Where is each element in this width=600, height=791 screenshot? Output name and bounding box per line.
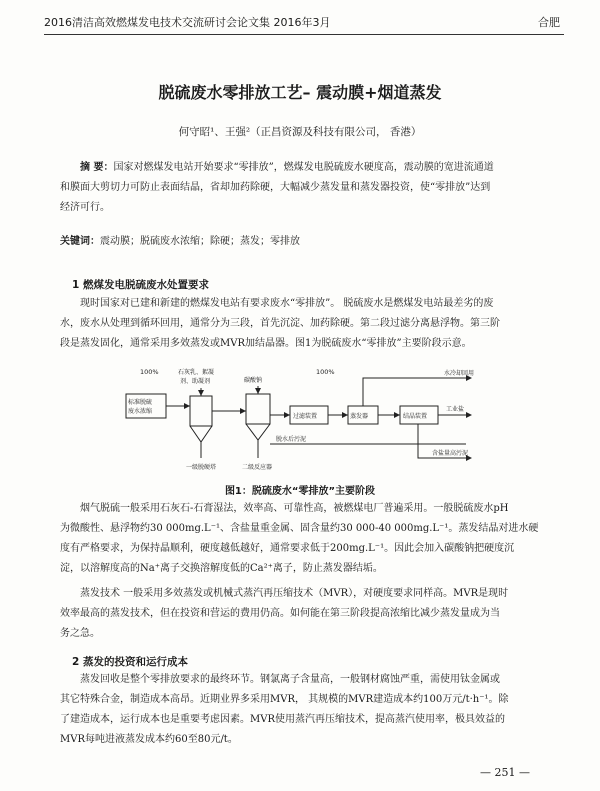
para-line: MVR每吨进液蒸发成本约60至80元/t。 bbox=[60, 734, 238, 745]
abstract-text: 国家对燃煤发电站开始要求“零排放”，燃煤发电脱硫废水硬度高，震动膜的宽进流通道 bbox=[113, 162, 494, 173]
para-line: 现时国家对已建和新建的燃煤发电站有要求废水“零排放”。 脱硫废水是燃煤发电站最差劣的废 bbox=[80, 298, 494, 309]
fig-label-reagent-2: 剂、助凝剂 bbox=[180, 378, 211, 385]
header-rule bbox=[44, 34, 564, 35]
fig-label-filter: 过滤装置 bbox=[293, 413, 318, 420]
fig-label-stage-2: 二级反应器 bbox=[242, 464, 273, 471]
paragraph-3 bbox=[60, 584, 560, 644]
reactor-2 bbox=[246, 394, 270, 424]
para-line: 蒸发技术 一般采用多效蒸发或机械式蒸汽再压缩技术（MVR），对硬度要求同样高。MVR是现时 bbox=[80, 588, 509, 599]
arrowhead bbox=[394, 412, 400, 418]
arrowhead bbox=[342, 412, 348, 418]
fig-label-out-sludge: 含盐量高污泥 bbox=[432, 450, 469, 457]
fig-label-pct-2: 100% bbox=[316, 368, 335, 376]
fig-label-out-water: 水冷却回用 bbox=[444, 370, 475, 377]
para-line: 淀，以溶解度高的Na⁺离子交换溶解度低的Ca²⁺离子，防止蒸发器结垢。 bbox=[60, 563, 383, 574]
running-title: 2016清洁高效燃煤发电技术交流研讨会论文集 2016年3月 bbox=[44, 16, 331, 29]
authors: 何守昭¹、王强²（正昌资源及科技有限公司， 香港） bbox=[178, 126, 422, 138]
paragraph-2 bbox=[60, 499, 560, 579]
para-line: 其它特殊合金，制造成本高昂。近期业界多采用MVR， 其规模的MVR建造成本约100万元/t·h⁻¹。除 bbox=[60, 694, 509, 705]
fig-label-source-2: 废水浓缩 bbox=[128, 408, 153, 415]
fig-label-stage-1: 一级脱硬塔 bbox=[186, 464, 217, 471]
arrowhead bbox=[240, 408, 246, 414]
abstract-label: 摘 要： bbox=[80, 162, 114, 173]
keywords bbox=[60, 232, 540, 252]
para-line: 水，废水从处理到循环回用，通常分为三段，首先沉淀、加药除硬。第二段过滤分离悬浮物。第三阶 bbox=[60, 318, 500, 329]
abstract-line: 经济可行。 bbox=[60, 202, 110, 213]
arrowhead bbox=[184, 403, 190, 409]
figure-caption: 图1：脱硫废水“零排放”主要阶段 bbox=[224, 486, 376, 497]
section2-paragraph bbox=[60, 670, 560, 750]
para-line: 务之急。 bbox=[60, 628, 100, 639]
para-line: 段是蒸发固化，通常采用多效蒸发或MVR加结晶器。图1为脱硫废水“零排放”主要阶段示意。 bbox=[60, 338, 472, 349]
para-line: 蒸发回收是整个零排放要求的最终环节。钢氯离子含量高，一般钢材腐蚀严重，需使用钛金属或 bbox=[80, 674, 500, 685]
section-heading: 2 蒸发的投资和运行成本 bbox=[72, 656, 188, 668]
keywords-text: 震动膜；脱硫废水浓缩；除硬；蒸发；零排放 bbox=[100, 236, 300, 247]
abstract-line: 和膜面大剪切力可防止表面结晶，省却加药除硬，大幅减少蒸发量和蒸发器投资，使“零排放”达到 bbox=[60, 182, 491, 193]
fig-label-reagent-1: 石灰乳、絮凝 bbox=[178, 369, 215, 376]
fig-label-soda: 碳酸钠 bbox=[244, 377, 263, 384]
para-line: 度有严格要求，为保持晶顺利，硬度越低越好，通常要求低于200mg.L⁻¹。因此会加入碳酸钠把硬度沉 bbox=[60, 543, 515, 554]
section1-paragraph bbox=[60, 294, 560, 354]
process-flow-diagram bbox=[120, 366, 480, 482]
arrowhead bbox=[198, 390, 204, 396]
reactor-1 bbox=[190, 396, 212, 426]
section-heading: 1 燃煤发电脱硫废水处置要求 bbox=[72, 279, 209, 291]
paper-title: 脱硫废水零排放工艺– 震动膜+烟道蒸发 bbox=[158, 83, 442, 102]
fig-label-evaporator: 蒸发器 bbox=[350, 413, 369, 420]
page-number: — 251 — bbox=[480, 766, 530, 779]
fig-label-sludge: 脱水后污泥 bbox=[276, 436, 307, 443]
arrowhead bbox=[466, 412, 472, 418]
reactor-1-cone bbox=[190, 426, 212, 442]
para-line: 为微酸性、悬浮物约30 000mg.L⁻¹、含盐量重金属、固含量约30 000-40 000mg.L⁻¹。蒸发结晶对进水硬 bbox=[60, 523, 539, 534]
para-line: 效率最高的蒸发技术，但在投资和营运的费用仍高。如何能在第三阶段提高浓缩比减少蒸发量成为当 bbox=[60, 608, 500, 619]
fig-label-source-1: 标准脱硫 bbox=[128, 399, 153, 406]
running-header bbox=[44, 14, 560, 30]
arrowhead bbox=[255, 388, 261, 394]
para-line: 烟气脱硫一般采用石灰石-石膏湿法，效率高、可靠性高，被燃煤电厂普遍采用。一般脱硫废水pH bbox=[80, 503, 509, 514]
para-line: 了建造成本，运行成本也是重要考虑因素。MVR使用蒸汽再压缩技术，提高蒸汽使用率，极具效益的 bbox=[60, 714, 505, 725]
fig-label-out-salt: 工业盐 bbox=[446, 406, 465, 413]
fig-label-crystallizer: 结晶装置 bbox=[403, 413, 428, 420]
abstract-line bbox=[80, 158, 540, 178]
running-location: 合肥 bbox=[538, 16, 560, 29]
fig-label-pct-1: 100% bbox=[140, 368, 159, 376]
abstract bbox=[60, 158, 540, 218]
reactor-2-cone bbox=[246, 424, 270, 440]
keywords-label: 关键词： bbox=[60, 236, 100, 247]
arrowhead bbox=[284, 412, 290, 418]
